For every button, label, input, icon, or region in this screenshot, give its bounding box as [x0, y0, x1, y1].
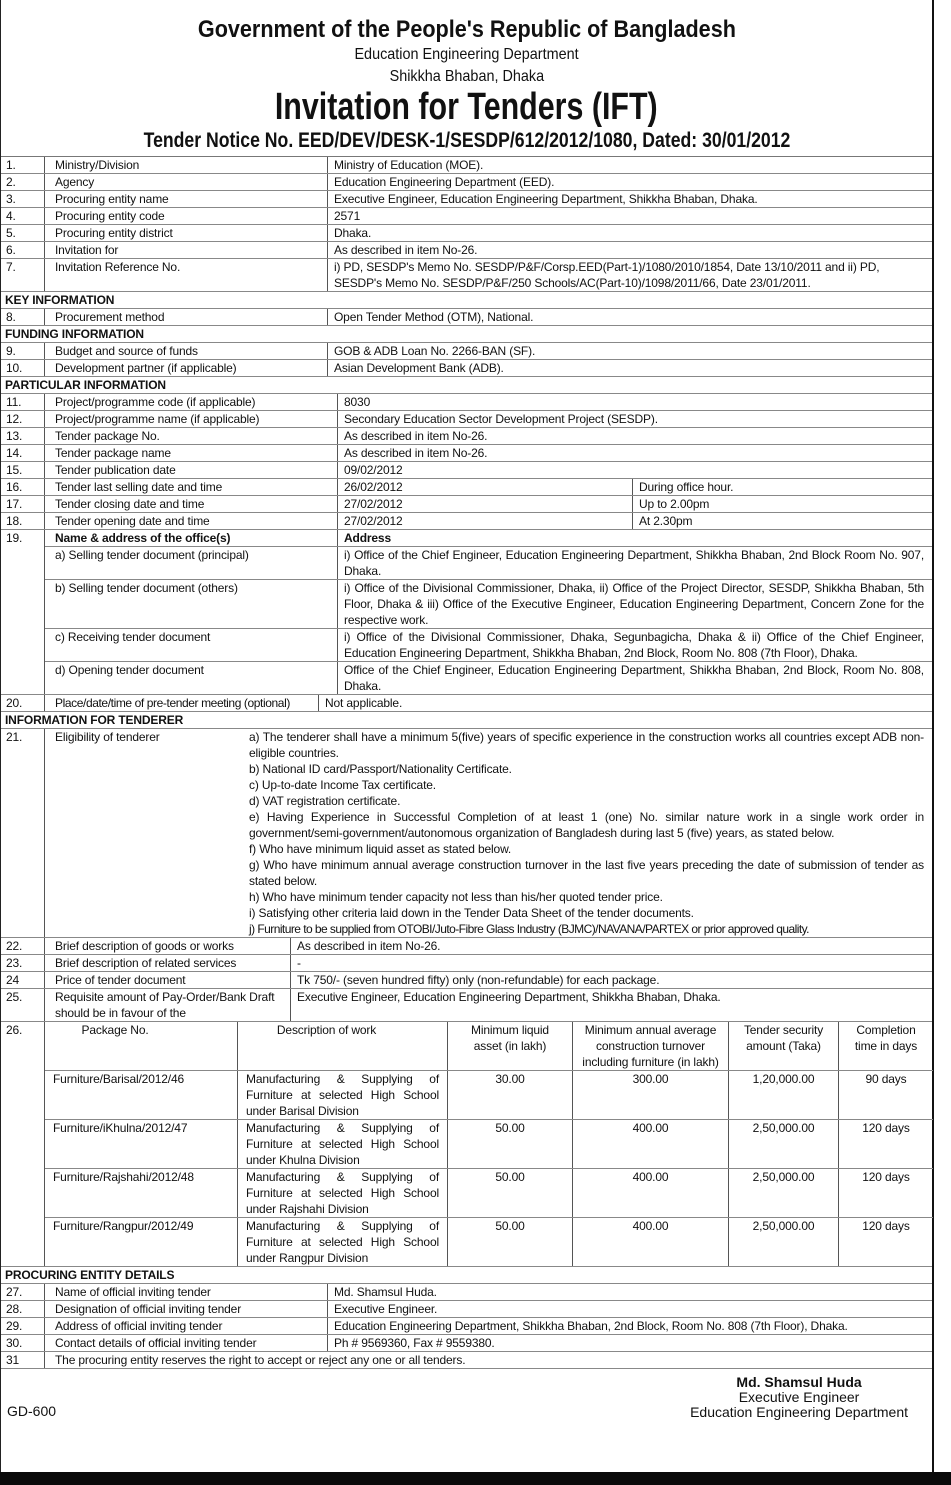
package-cell: 50.00	[448, 1169, 573, 1217]
item-number: 5.	[1, 225, 45, 241]
item-number: 14.	[1, 445, 45, 461]
item-label: Ministry/Division	[45, 157, 328, 173]
eligibility-criteria	[241, 729, 932, 937]
eligibility-item: f) Who have minimum liquid asset as stated below.	[249, 842, 512, 856]
item-value: Dhaka.	[334, 226, 372, 240]
table-row	[1, 394, 932, 411]
table-row	[1, 695, 932, 712]
table-row	[1, 360, 932, 377]
item-label: Brief description of goods or works	[45, 938, 291, 954]
office-address: Office of the Chief Engineer, Education Engineering Department, Shikkha Bhaban, 2nd Block, Room No. 808, Dhaka.	[344, 663, 924, 693]
item-value: Secondary Education Sector Development Project (SESDP).	[344, 412, 658, 426]
item-value: Executive Engineer, Education Engineering Department, Shikkha Bhaban, Dhaka.	[334, 192, 758, 206]
eligibility-item: i) Satisfying other criteria laid down in the Tender Data Sheet of the tender documents.	[249, 906, 694, 920]
eligibility-row	[1, 729, 932, 938]
package-cell: Manufacturing & Supplying of Furniture at selected High School under Khulna Division	[238, 1120, 448, 1168]
item-number: 18.	[1, 513, 45, 529]
item-number: 4.	[1, 208, 45, 224]
item-label: Tender package name	[45, 445, 338, 461]
table-row	[1, 955, 932, 972]
column-header: Package No.	[45, 1022, 238, 1070]
item-label: Tender closing date and time	[45, 496, 338, 512]
offices-label: Name & address of the office(s)	[45, 530, 338, 546]
item-value: As described in item No-26.	[344, 446, 488, 460]
item-number: 26.	[1, 1022, 45, 1266]
section-heading: KEY INFORMATION	[1, 292, 932, 309]
table-row	[1, 309, 932, 326]
item-value: As described in item No-26.	[297, 939, 441, 953]
item-number: 22.	[1, 938, 45, 954]
eligibility-item: j) Furniture to be supplied from OTOBI/Juto-Fibre Glass Industry (BJMC)/NAVANA/PARTEX or prior approved quality.	[249, 922, 809, 936]
item-number: 7.	[1, 259, 45, 291]
item-label: Project/programme name (if applicable)	[45, 411, 338, 427]
package-cell: 400.00	[573, 1218, 729, 1266]
department-location	[1, 66, 932, 88]
item-note: At 2.30pm	[632, 513, 932, 529]
item-label: Agency	[45, 174, 328, 190]
item-label: Contact details of official inviting tender	[45, 1335, 328, 1351]
table-row	[1, 989, 932, 1022]
item-number: 25.	[1, 989, 45, 1021]
table-row	[1, 479, 932, 496]
column-header: Completion time in days	[854, 1023, 918, 1053]
tender-notice-text: Tender Notice No. EED/DEV/DESK-1/SESDP/612/2012/1080, Dated: 30/01/2012	[143, 129, 790, 152]
item-number: 15.	[1, 462, 45, 478]
column-header: Description of work	[238, 1022, 448, 1070]
item-number: 28.	[1, 1301, 45, 1317]
item-value: 8030	[344, 395, 371, 409]
tender-details-table	[1, 156, 932, 1369]
item-label: Tender last selling date and time	[45, 479, 338, 495]
table-row	[1, 428, 932, 445]
package-cell: 2,50,000.00	[729, 1218, 839, 1266]
item-value: Education Engineering Department (EED).	[334, 175, 555, 189]
item-value: Ministry of Education (MOE).	[334, 158, 484, 172]
item-value: As described in item No-26.	[334, 243, 478, 257]
package-cell: 300.00	[573, 1071, 729, 1119]
package-cell: Manufacturing & Supplying of Furniture at selected High School under Rangpur Division	[238, 1218, 448, 1266]
item-label: Tender package No.	[45, 428, 338, 444]
office-label: d) Opening tender document	[45, 662, 338, 694]
table-row	[1, 191, 932, 208]
item-value: Executive Engineer, Education Engineering Department, Shikkha Bhaban, Dhaka.	[297, 990, 721, 1004]
offices-row	[1, 530, 932, 695]
package-cell: 50.00	[448, 1218, 573, 1266]
item-number: 1.	[1, 157, 45, 173]
item-number: 11.	[1, 394, 45, 410]
package-cell: Furniture/Barisal/2012/46	[45, 1071, 238, 1119]
item-label: Budget and source of funds	[45, 343, 328, 359]
package-cell: 120 days	[862, 1170, 910, 1184]
item-value: As described in item No-26.	[344, 429, 488, 443]
package-cell: 120 days	[862, 1121, 910, 1135]
final-row	[1, 1352, 932, 1369]
item-label: Procuring entity district	[45, 225, 328, 241]
packages-row	[1, 1022, 932, 1267]
item-number: 31	[1, 1352, 45, 1368]
package-cell: 1,20,000.00	[729, 1071, 839, 1119]
item-value: Not applicable.	[325, 696, 403, 710]
office-label: c) Receiving tender document	[45, 629, 338, 661]
item-number: 9.	[1, 343, 45, 359]
package-cell: 2,50,000.00	[729, 1169, 839, 1217]
office-address: i) Office of the Divisional Commissioner, Dhaka, ii) Office of the Project Director, SESDP, Shikkha Bhaban, 5th Floor, Dhaka & iii) Office of the Executive Engineer, Education Engineering Department, Concern Zone for the respective work.	[344, 581, 924, 627]
package-cell: 30.00	[448, 1071, 573, 1119]
column-header: Minimum annual average construction turnover including furniture (in lakh)	[573, 1022, 729, 1070]
section-heading: INFORMATION FOR TENDERER	[1, 712, 932, 729]
item-label: Brief description of related services	[45, 955, 291, 971]
signatory-name: Md. Shamsul Huda	[736, 1374, 862, 1390]
office-label: b) Selling tender document (others)	[45, 580, 338, 628]
signatory-title: Executive Engineer	[738, 1389, 860, 1405]
table-row	[1, 208, 932, 225]
column-header: Tender security amount (Taka)	[729, 1022, 839, 1070]
item-label: Tender publication date	[45, 462, 338, 478]
office-label: a) Selling tender document (principal)	[45, 547, 338, 579]
item-value: GOB & ADB Loan No. 2266-BAN (SF).	[334, 344, 536, 358]
item-label: Designation of official inviting tender	[45, 1301, 328, 1317]
table-row	[1, 1301, 932, 1318]
office-address: i) Office of the Divisional Commissioner, Dhaka, Segunbagicha, Dhaka & ii) Office of the Chief Engineer, Education Engineering Department, Shikkha Bhaban, 2nd Block, Room No. 808 (7th Floor), Dhaka.	[344, 630, 924, 660]
office-item	[45, 580, 932, 629]
eligibility-item: c) Up-to-date Income Tax certificate.	[249, 778, 436, 792]
table-row	[1, 496, 932, 513]
item-value: 27/02/2012	[344, 497, 403, 511]
final-statement: The procuring entity reserves the right to accept or reject any one or all tenders.	[55, 1353, 466, 1367]
table-row	[1, 938, 932, 955]
item-value: Tk 750/- (seven hundred fifty) only (non-refundable) for each package.	[297, 973, 660, 987]
packages-table	[45, 1022, 933, 1266]
package-cell: 90 days	[865, 1072, 907, 1086]
item-label: Place/date/time of pre-tender meeting (optional)	[45, 695, 319, 711]
item-number: 8.	[1, 309, 45, 325]
item-label: Development partner (if applicable)	[45, 360, 328, 376]
address-header: Address	[344, 531, 391, 545]
item-value: -	[297, 956, 301, 970]
item-value: Open Tender Method (OTM), National.	[334, 310, 534, 324]
office-item	[45, 662, 932, 694]
item-number: 24	[1, 972, 45, 988]
gd-code: GD-600	[7, 1403, 57, 1419]
item-number: 17.	[1, 496, 45, 512]
office-item	[45, 629, 932, 662]
office-address: i) Office of the Chief Engineer, Education Engineering Department, Shikkha Bhaban, 2nd Block Room No. 907, Dhaka.	[344, 548, 924, 578]
item-label: Address of official inviting tender	[45, 1318, 328, 1334]
item-value: Education Engineering Department, Shikkha Bhaban, 2nd Block, Room No. 808 (7th Floor), Dhaka.	[334, 1319, 848, 1333]
office-item	[45, 547, 932, 580]
eligibility-item: a) The tenderer shall have a minimum 5(five) years of specific experience in the construction works all countries except ADB non-eligible countries.	[249, 730, 924, 760]
item-value: i) PD, SESDP's Memo No. SESDP/P&F/Corsp.EED(Part-1)/1080/2010/1854, Date 13/10/2011 and ii) PD, SESDP's Memo No. SESDP/P&F/250 Schools/AC(Part-10)/1098/2011/66, Date 23/01/2011.	[334, 260, 880, 290]
item-label: Procurement method	[45, 309, 328, 325]
item-number: 21.	[1, 729, 45, 937]
item-value: Md. Shamsul Huda.	[334, 1285, 437, 1299]
column-header: Minimum liquid asset (in lakh)	[448, 1022, 573, 1070]
item-number: 12.	[1, 411, 45, 427]
eligibility-item: d) VAT registration certificate.	[249, 794, 401, 808]
item-label: Tender opening date and time	[45, 513, 338, 529]
package-cell: 400.00	[573, 1169, 729, 1217]
package-cell: 400.00	[573, 1120, 729, 1168]
package-row	[45, 1120, 933, 1169]
location-text: Shikkha Bhaban, Dhaka	[389, 68, 544, 85]
footer	[1, 1369, 932, 1429]
table-row	[1, 343, 932, 360]
item-value: 27/02/2012	[344, 514, 403, 528]
item-number: 6.	[1, 242, 45, 258]
item-label: Procuring entity code	[45, 208, 328, 224]
table-row	[1, 1335, 932, 1352]
signatory-department: Education Engineering Department	[690, 1404, 908, 1420]
government-title	[1, 0, 932, 44]
item-label: Name of official inviting tender	[45, 1284, 328, 1300]
package-cell: Furniture/Rajshahi/2012/48	[45, 1169, 238, 1217]
item-value: Asian Development Bank (ADB).	[334, 361, 504, 375]
item-value: 09/02/2012	[344, 463, 403, 477]
table-row	[1, 1318, 932, 1335]
item-number: 16.	[1, 479, 45, 495]
item-value: 2571	[334, 209, 361, 223]
table-row	[1, 157, 932, 174]
item-label: Invitation for	[45, 242, 328, 258]
offices-header	[45, 530, 932, 547]
signature-block	[690, 1375, 908, 1420]
item-value: Executive Engineer.	[334, 1302, 438, 1316]
table-row	[1, 462, 932, 479]
table-row	[1, 972, 932, 989]
item-value: Ph # 9569360, Fax # 9559380.	[334, 1336, 495, 1350]
table-row	[1, 174, 932, 191]
item-note: Up to 2.00pm	[632, 496, 932, 512]
government-title-text: Government of the People's Republic of Bangladesh	[197, 16, 736, 43]
eligibility-item: b) National ID card/Passport/Nationality Certificate.	[249, 762, 512, 776]
package-cell: 50.00	[448, 1120, 573, 1168]
document-title-text: Invitation for Tenders (IFT)	[275, 86, 658, 128]
offices-list	[45, 530, 932, 694]
item-label: Eligibility of tenderer	[55, 730, 160, 744]
package-cell: Furniture/iKhulna/2012/47	[45, 1120, 238, 1168]
table-row	[1, 411, 932, 428]
item-number: 23.	[1, 955, 45, 971]
department-text: Education Engineering Department	[354, 46, 579, 63]
table-row	[1, 445, 932, 462]
item-label: Procuring entity name	[45, 191, 328, 207]
package-cell: Furniture/Rangpur/2012/49	[45, 1218, 238, 1266]
table-row	[1, 242, 932, 259]
table-row	[1, 225, 932, 242]
package-cell: 120 days	[862, 1219, 910, 1233]
item-label: Price of tender document	[45, 972, 291, 988]
section-heading: PROCURING ENTITY DETAILS	[1, 1267, 932, 1284]
item-label: Requisite amount of Pay-Order/Bank Draft should be in favour of the	[45, 989, 291, 1021]
table-row	[1, 513, 932, 530]
item-label: Invitation Reference No.	[45, 259, 328, 291]
item-number: 10.	[1, 360, 45, 376]
item-number: 3.	[1, 191, 45, 207]
item-value: 26/02/2012	[344, 480, 403, 494]
item-number: 30.	[1, 1335, 45, 1351]
table-row	[1, 259, 932, 292]
package-row	[45, 1169, 933, 1218]
document-title	[1, 86, 932, 128]
item-number: 29.	[1, 1318, 45, 1334]
item-number: 20.	[1, 695, 45, 711]
item-number: 13.	[1, 428, 45, 444]
package-cell: Manufacturing & Supplying of Furniture at selected High School under Barisal Division	[238, 1071, 448, 1119]
section-heading: PARTICULAR INFORMATION	[1, 377, 932, 394]
item-note: During office hour.	[632, 479, 932, 495]
item-number: 19.	[1, 530, 45, 694]
section-heading: FUNDING INFORMATION	[1, 326, 932, 343]
package-cell: Manufacturing & Supplying of Furniture at selected High School under Rajshahi Division	[238, 1169, 448, 1217]
package-row	[45, 1071, 933, 1120]
packages-header-row	[45, 1022, 933, 1071]
scan-border	[0, 1472, 951, 1485]
eligibility-item: g) Who have minimum annual average construction turnover in the last five years preceding the date of submission of tender as stated below.	[249, 858, 924, 888]
package-row	[45, 1218, 933, 1266]
department-name	[1, 44, 932, 66]
table-row	[1, 1284, 932, 1301]
eligibility-item: h) Who have minimum tender capacity not less than his/her quoted tender price.	[249, 890, 663, 904]
item-number: 2.	[1, 174, 45, 190]
tender-notice-number	[1, 128, 932, 154]
item-number: 27.	[1, 1284, 45, 1300]
item-label: Project/programme code (if applicable)	[45, 394, 338, 410]
package-cell: 2,50,000.00	[729, 1120, 839, 1168]
eligibility-item: e) Having Experience in Successful Completion of at least 1 (one) No. similar nature work in a single work order in government/semi-government/autonomous organization of Bangladesh during last 5 (five) years, as stated below.	[249, 810, 924, 840]
